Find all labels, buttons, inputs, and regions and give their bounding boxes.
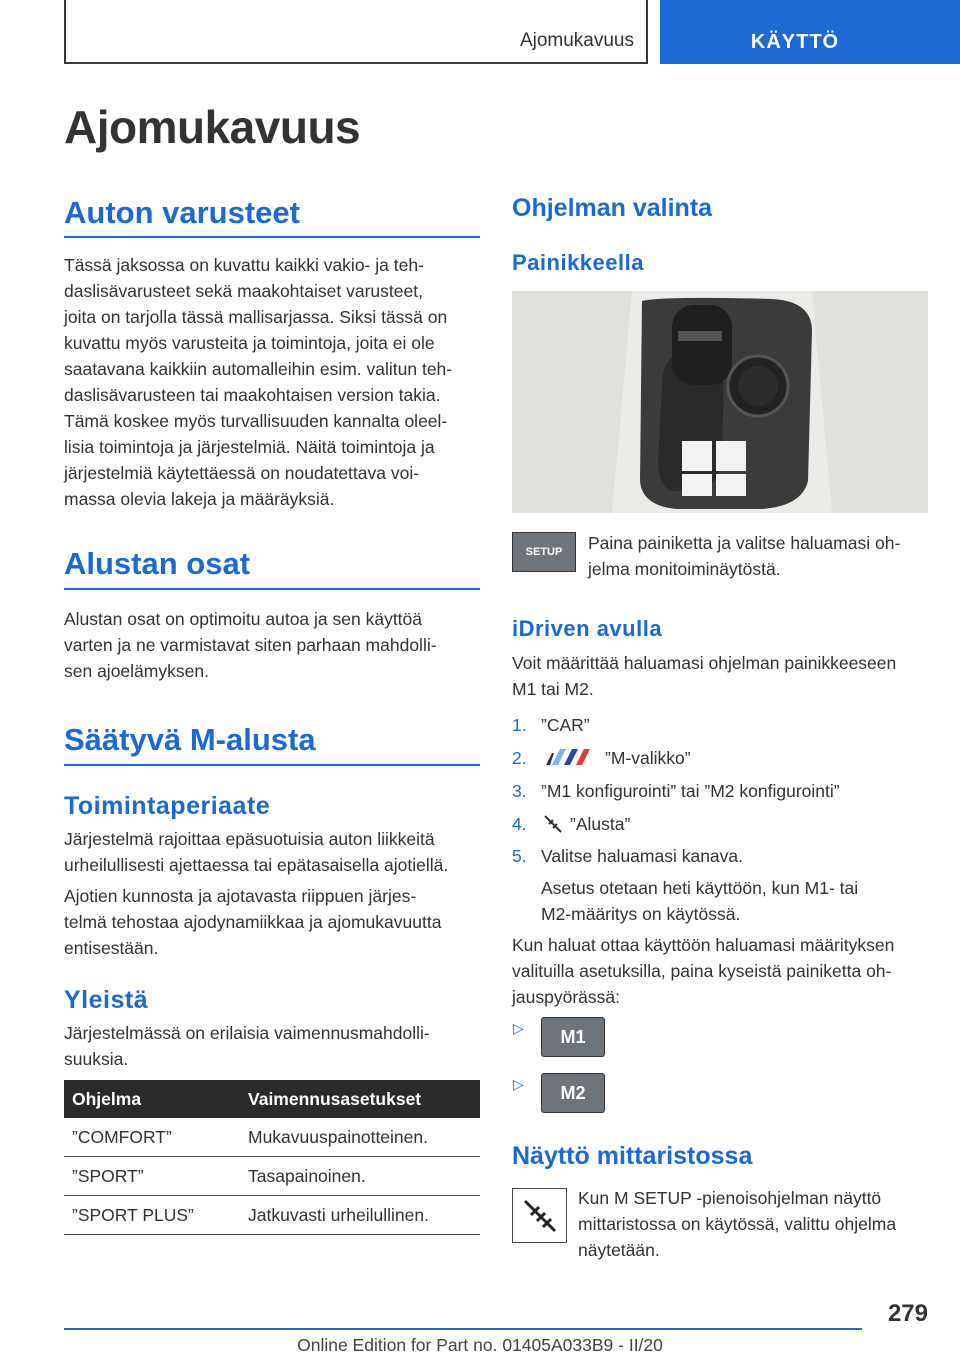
table-row	[64, 1157, 480, 1196]
step-text: Valitse haluamasi kanava.	[541, 846, 744, 866]
step-number: 5.	[512, 846, 527, 866]
principle-paragraph-1: Järjestelmä rajoittaa epäsuotuisia auton liikkeitä urheilullisesti ajettaessa tai epätasaisella ajotiellä.	[64, 829, 449, 875]
step-number: 2.	[512, 748, 527, 768]
heading-general: Yleistä	[64, 986, 149, 1014]
step-text: ”M1 konfigurointi” tai ”M2 konfigurointi”	[541, 781, 840, 801]
table-cell: ”COMFORT”	[64, 1118, 240, 1157]
heading-by-button: Painikkeella	[512, 250, 644, 275]
table-header-cell: Vaimennusasetukset	[240, 1080, 480, 1118]
suspension-icon	[543, 814, 563, 834]
equipment-paragraph: Tässä jaksossa on kuvattu kaikki vakio- ja teh- daslisävarusteet sekä maakohtaiset varusteet, joita on tarjolla tässä mallisarjassa. Siksi tässä on kuvattu myös varusteita ja toimintoja, joita ei ole saatavana kaikkiin automalleihin esim. valitun teh- daslisävarusteen tai maakohtaisen version takia. Tämä koskee myös turvallisuuden kannalta oleel- lisia toimintoja ja järjestelmiä. Näitä toimintoja ja järjestelmiä käytettäessä on noudatettava voi- massa olevia lakeja ja määräyksiä.	[64, 255, 453, 509]
footer-edition: Online Edition for Part no. 01405A033B9 - II/20	[297, 1335, 663, 1355]
footer-rule	[64, 1328, 862, 1330]
heading-cluster-display: Näyttö mittaristossa	[512, 1142, 753, 1170]
console-photo	[512, 291, 928, 513]
chassis-paragraph: Alustan osat on optimoitu autoa ja sen käyttöä varten ja ne varmistavat siten parhaan mahdolli- sen ajoelämyksen.	[64, 609, 437, 681]
table-cell: Tasapainoinen.	[240, 1157, 480, 1196]
step-text: ”CAR”	[541, 715, 590, 735]
table-header-row	[64, 1080, 480, 1118]
heading-principle: Toimintaperiaate	[64, 792, 271, 820]
header-section-title: Ajomukavuus	[519, 30, 634, 51]
heading-chassis: Alustan osat	[64, 546, 251, 581]
idrive-paragraph: Voit määrittää haluamasi ohjelman painikkeeseen M1 tai M2.	[512, 653, 897, 699]
step-item	[512, 745, 527, 771]
table-cell: Mukavuuspainotteinen.	[240, 1118, 480, 1157]
m-stripes-icon	[546, 749, 594, 765]
principle-paragraph-2: Ajotien kunnosta ja ajotavasta riippuen järjes- telmä tehostaa ajodynamiikkaa ja ajomukavuutta entisestään.	[64, 886, 442, 958]
heading-adaptive-m-chassis: Säätyvä M-alusta	[64, 722, 316, 757]
general-paragraph: Järjestelmässä on erilaisia vaimennusmahdolli- suuksia.	[64, 1023, 430, 1069]
step-item	[512, 778, 840, 804]
step-item	[512, 811, 527, 837]
page-title: Ajomukavuus	[64, 101, 361, 153]
heading-rule	[64, 236, 480, 238]
step-number: 3.	[512, 781, 527, 801]
heading-program-selection: Ohjelman valinta	[512, 194, 713, 222]
table-row	[64, 1118, 480, 1157]
heading-rule	[64, 588, 480, 590]
setup-button-icon: SETUP	[512, 532, 576, 572]
heading-equipment: Auton varusteet	[64, 195, 300, 230]
suspension-widget-icon	[512, 1188, 567, 1243]
heading-rule	[64, 764, 480, 766]
table-row	[64, 1196, 480, 1235]
step-item	[512, 843, 744, 869]
m1-button-icon: M1	[541, 1017, 605, 1057]
m2-button-icon: M2	[541, 1073, 605, 1113]
heading-idrive: iDriven avulla	[512, 616, 663, 641]
console-illustration	[512, 291, 928, 513]
bullet-marker: ▷	[513, 1020, 524, 1036]
table-cell: ”SPORT PLUS”	[64, 1196, 240, 1235]
header-chapter-title: KÄYTTÖ	[750, 31, 840, 53]
table-cell: Jatkuvasti urheilullinen.	[240, 1196, 480, 1235]
damping-table	[64, 1080, 480, 1235]
step5-detail: Asetus otetaan heti käyttöön, kun M1- tai M2-määritys on käytössä.	[541, 878, 859, 924]
table-cell: ”SPORT”	[64, 1157, 240, 1196]
step-text: ”Alusta”	[570, 814, 631, 834]
header-chapter-tab	[660, 0, 960, 64]
step-text: ”M-valikko”	[605, 748, 691, 768]
setup-paragraph: Paina painiketta ja valitse haluamasi oh- jelma monitoiminäytöstä.	[588, 533, 901, 579]
step-number: 1.	[512, 715, 527, 735]
page-number: 279	[887, 1300, 928, 1327]
bullet-marker: ▷	[513, 1076, 524, 1092]
step-number: 4.	[512, 814, 527, 834]
cluster-paragraph: Kun M SETUP -pienoisohjelman näyttö mittaristossa on käytössä, valittu ohjelma näytetään.	[578, 1188, 897, 1260]
step-item	[512, 712, 590, 738]
header-section-box	[64, 0, 648, 64]
table-header-cell: Ohjelma	[64, 1080, 240, 1118]
wheel-paragraph: Kun haluat ottaa käyttöön haluamasi määrityksen valituilla asetuksilla, paina kyseistä painiketta oh- jauspyörässä:	[512, 935, 895, 1007]
